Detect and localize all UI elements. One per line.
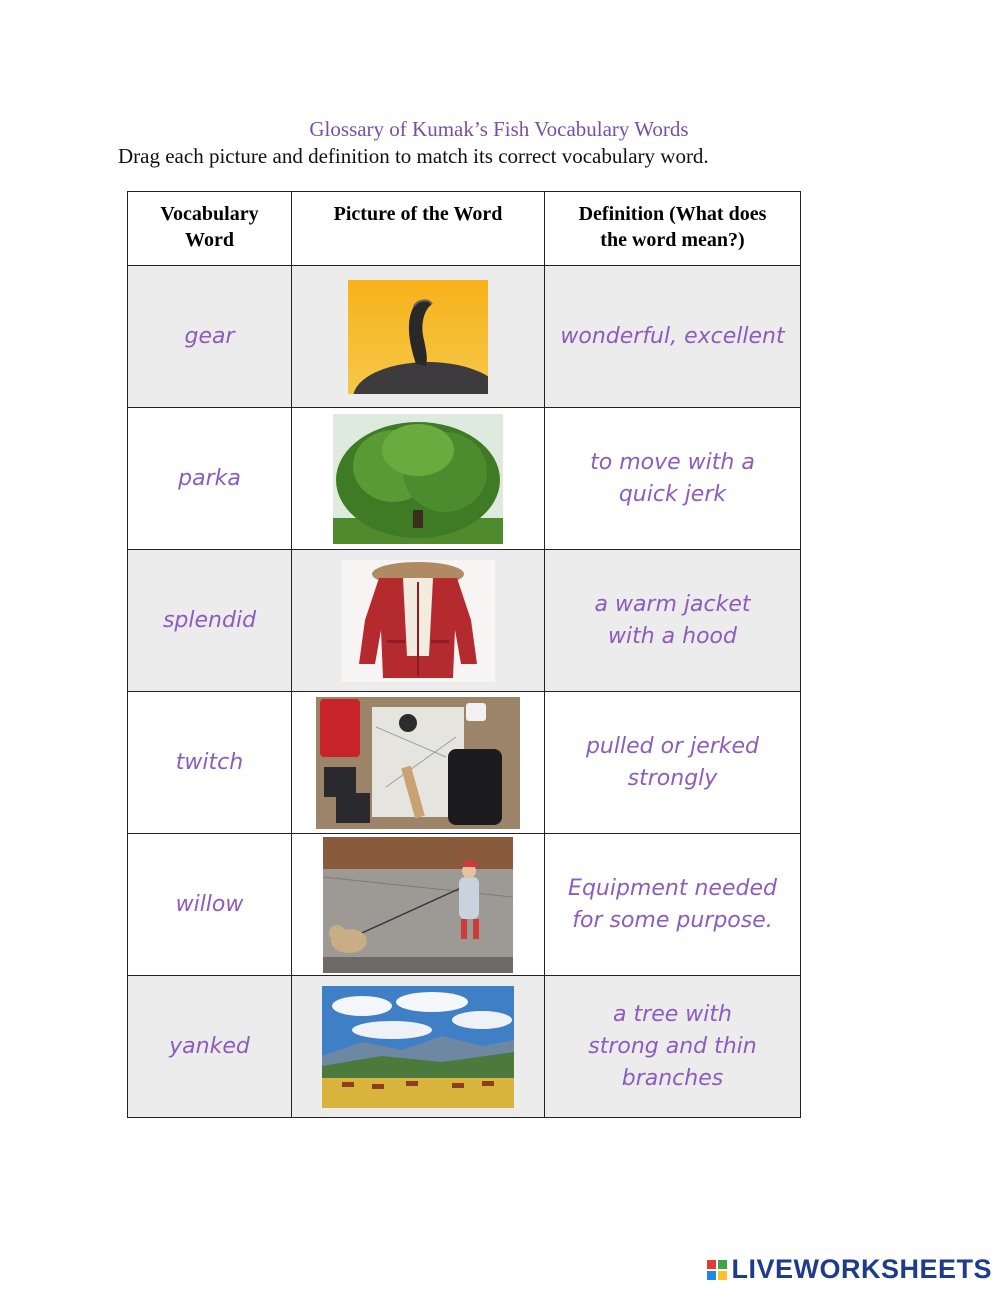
picture-cell — [292, 266, 545, 408]
table-header-row — [128, 192, 801, 266]
definition-text[interactable] — [545, 999, 800, 1095]
definition-line: a warm jacket — [594, 591, 751, 617]
vocab-word: twitch — [175, 749, 244, 775]
definition-text[interactable] — [545, 873, 800, 937]
picture-cell — [292, 692, 545, 834]
header-picture-label: Picture of the Word — [333, 203, 503, 225]
table-row — [128, 266, 801, 408]
logo-mark-icon — [707, 1260, 727, 1280]
definition-line: Equipment needed — [568, 875, 777, 901]
table-row — [128, 408, 801, 550]
header-definition-line2: the word mean?) — [600, 229, 745, 251]
definition-text[interactable] — [545, 589, 800, 653]
tail-image[interactable] — [348, 280, 488, 394]
definition-text[interactable] — [545, 447, 800, 511]
definition-line: to move with a — [590, 449, 755, 475]
vocabulary-table — [127, 191, 801, 1118]
word-cell — [128, 550, 292, 692]
mountain-landscape-image[interactable] — [322, 986, 514, 1108]
table-row — [128, 550, 801, 692]
table-row — [128, 976, 801, 1118]
definition-line: branches — [621, 1065, 724, 1091]
definition-line: pulled or jerked — [585, 733, 760, 759]
definition-line: for some purpose. — [572, 907, 773, 933]
header-word-line1: Vocabulary — [160, 203, 259, 225]
gear-flatlay-image[interactable] — [316, 697, 520, 829]
picture-cell — [292, 408, 545, 550]
header-definition-line1: Definition (What does — [578, 203, 767, 225]
dog-leash-image[interactable] — [323, 837, 513, 973]
word-cell — [128, 266, 292, 408]
definition-cell — [545, 266, 801, 408]
liveworksheets-logo — [707, 1254, 992, 1285]
definition-text[interactable] — [545, 731, 800, 795]
vocab-word: parka — [178, 465, 241, 491]
definition-cell — [545, 550, 801, 692]
word-cell — [128, 408, 292, 550]
definition-line: wonderful, excellent — [560, 323, 785, 349]
definition-line: with a hood — [608, 623, 737, 649]
header-picture — [292, 192, 545, 266]
vocab-word: gear — [184, 323, 235, 349]
definition-text[interactable] — [545, 321, 800, 353]
picture-cell — [292, 834, 545, 976]
vocab-word: splendid — [162, 607, 257, 633]
definition-cell — [545, 834, 801, 976]
table-row — [128, 692, 801, 834]
header-definition — [545, 192, 801, 266]
logo-text: LIVEWORKSHEETS — [731, 1254, 992, 1284]
instructions: Drag each picture and definition to match its correct vocabulary word. — [118, 144, 709, 168]
definition-line: quick jerk — [618, 481, 727, 507]
definition-cell — [545, 976, 801, 1118]
definition-cell — [545, 408, 801, 550]
definition-cell — [545, 692, 801, 834]
willow-tree-image[interactable] — [333, 414, 503, 544]
red-parka-image[interactable] — [341, 560, 495, 682]
picture-cell — [292, 976, 545, 1118]
header-vocabulary-word — [128, 192, 292, 266]
word-cell — [128, 976, 292, 1118]
definition-line: strong and thin — [588, 1033, 757, 1059]
word-cell — [128, 834, 292, 976]
definition-line: a tree with — [613, 1001, 732, 1027]
vocab-word: yanked — [169, 1033, 250, 1059]
vocab-word: willow — [175, 891, 244, 917]
page-title: Glossary of Kumak’s Fish Vocabulary Words — [309, 117, 689, 141]
header-word-line2: Word — [185, 229, 234, 251]
table-row — [128, 834, 801, 976]
word-cell — [128, 692, 292, 834]
picture-cell — [292, 550, 545, 692]
definition-line: strongly — [627, 765, 718, 791]
